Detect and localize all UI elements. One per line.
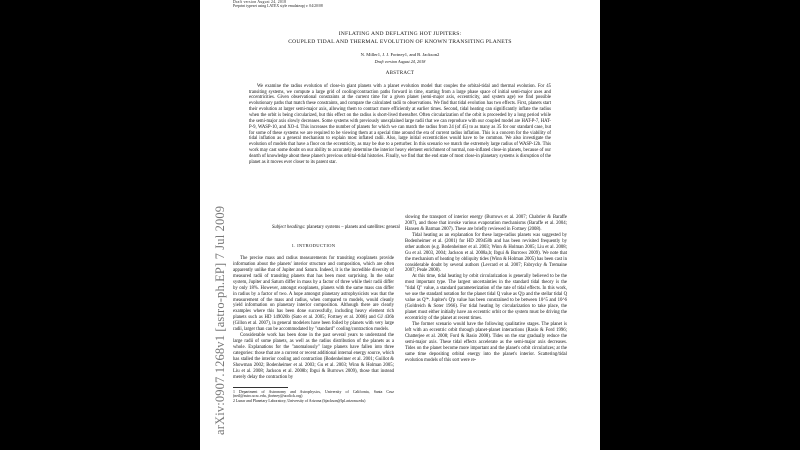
author-list: N. Miller1, J. J. Fortney1, and B. Jackson2 xyxy=(360,52,440,57)
abstract-heading: ABSTRACT xyxy=(385,71,415,76)
footnote-rule xyxy=(233,387,288,388)
page-header xyxy=(233,0,323,9)
left-column xyxy=(233,243,394,404)
right-paragraph-1: Tidal heating as an explanation for these large-radius planets was suggested by Bodenheimer et al. (2001) for HD 209458b and has been revisited frequently by other authors (e.g. Bodenheimer et al. 2003; Winn & Holman 2005; Liu et al. 2008; Gu et al. 2003, 2004; Jackson et al. 2008a,b; Ibgui & Burrows 2009). We note that the mechanism of heating by obliquity tides (Winn & Holman 2005) has been cast in considerable doubt by several authors (Levrard et al. 2007; Fabrycky & Tremaine 2007; Peale 2008). xyxy=(405,232,567,274)
section-heading-introduction: 1. INTRODUCTION xyxy=(291,243,336,248)
right-paragraph-2: At this time, tidal heating by orbit circularization is generally believed to be the most important type. The largest uncertainties in the standard tidal theory is the "tidal Q" value, a standard parameterization of the rate of tidal effects. In this work, we use the standard notation for the planet tidal Q value as Q'p and the stellar tidal Q value as Q'*. Jupiter's Q'p value has been constrained to be between 10^5 and 10^6 (Goldreich & Soter 1966). For tidal heating by circularization to take place, the planet must either initially have an eccentric orbit or the system must be driving the eccentricity of the planet at recent times. xyxy=(405,274,567,321)
draft-version-header: Draft version August 24, 2018 xyxy=(233,0,287,4)
draft-version-line: Draft version August 24, 2018 xyxy=(374,58,426,64)
right-paragraph-0: slowing the transport of interior energy (Burrows et al. 2007; Chabrier & Baraffe 2007), and those that invoke various evaporation mechanisms (Baraffe et al. 2004; Hansen & Barman 2007). These are briefly reviewed in Fortney (2008). xyxy=(405,215,567,232)
right-column xyxy=(405,215,567,363)
paper-page xyxy=(200,0,600,450)
right-letterbox xyxy=(600,0,800,450)
paper-title-line-1: INFLATING AND DEFLATING HOT JUPITERS: xyxy=(338,31,462,37)
arxiv-stamp: arXiv:0907.1268v1 [astro-ph.EP] 7 Jul 2009 xyxy=(213,205,227,435)
subject-headings xyxy=(272,225,400,230)
intro-paragraph-1: The precise mass and radius measurements for transiting exoplanets provide information about the planets' interior structure and composition, which are often apparently unlike that of Jupiter and Saturn. Indeed, it is the incredible diversity of measured radii of transiting planets that has been most surprising. In the solar system, Jupiter and Saturn differ in mass by a factor of three while their radii differ by only 18%. However, amongst exoplanets, planets with the same mass can differ in radius by a factor of two. A hope amongst planetary astrophysicists was that the measurement of the mass and radius, when compared to models, would cleanly yield information on planetary interior composition. Although there are clearly examples where this has been done successfully, including heavy element rich planets such as HD 149026b (Sato et al. 2005; Fortney et al. 2006) and GJ 436b (Gillon et al. 2007), in general modelers have been foiled by planets with very large radii, larger than can be accommodated by "standard" cooling/contraction models. xyxy=(233,255,394,333)
paper-title-line-2: COUPLED TIDAL AND THERMAL EVOLUTION OF KNOWN TRANSITING PLANETS xyxy=(288,38,512,45)
subject-headings-text: planetary systems – planets and satellites: general xyxy=(305,225,400,230)
abstract-text: We examine the radius evolution of close-in giant planets with a planet evolution model that couples the orbital-tidal and thermal evolution. For 45 transiting systems, we compute a large grid of cooling/contraction paths forward in time, starting from a large phase space of initial semi-major axes and eccentricities. Given observational constraints at the current time for a given planet (semi-major axis, eccentricity, and system age) we find possible evolutionary paths that match these constraints, and compare the calculated radii to observations. We find that tidal evolution has two effects. First, planets start their evolution at larger semi-major axis, allowing them to contract more efficiently at earlier times. Second, tidal heating can significantly inflate the radius when the orbit is being circularized, but this effect on the radius is short-lived thereafter. Often circularization of the orbit is proceeded by a long period while the semi-major axis slowly decreases. Some systems with previously unexplained large radii that we can reproduce with our coupled model are HAT-P-7, HAT-P-9, WASP-10, and XO-4. This increases the number of planets for which we can match the radius from 24 (of 45) to as many as 35 for our standard case, but for some of these systems we are required to be viewing them at a special time around the era of current radius inflation. This is a concern for the viability of tidal inflation as a general mechanism to explain most inflated radii. Also, large initial eccentricities would have to be common. We also investigate the evolution of models that have a floor on the eccentricity, as may be due to a perturber. In this scenario we match the extremely large radius of WASP-12b. This work may cast some doubt on our ability to accurately determine the interior heavy element enrichment of normal, non-inflated close-in planets, because of our dearth of knowledge about these planet's previous orbital-tidal histories. Finally, we find that the end state of most close-in planetary systems is disruption of the planet as it moves ever closer to its parent star. xyxy=(249,83,551,165)
footnote-2: 2 Lunar and Planetary Laboratory, University of Arizona (bjackson@lpl.arizona.edu) xyxy=(233,399,366,404)
preprint-note: Preprint typeset using LATEX style emulateapj v. 04/20/08 xyxy=(233,4,323,9)
footnote-1: 1 Department of Astronomy and Astrophysics, University of California, Santa Cruz (neil@astro.ucsc.edu, jfortney@ucolick.org) xyxy=(233,389,394,399)
intro-paragraph-2: Considerable work has been done in the past several years to understand the large radii of some planets, as well as the radius distribution of the planets as a whole. Explanations for the "anomalously" large planets have fallen into three categories: those that are a current or recent additional internal energy source, which has stalled the interior cooling and contraction (Bodenheimer et al. 2001; Guillot & Showman 2002; Bodenheimer et al. 2003; Gu et al. 2003; Winn & Holman 2005; Liu et al. 2008; Jackson et al. 2008b; Ibgui & Burrows 2009), those that instead merely delay the contraction by xyxy=(233,333,394,380)
subject-headings-label: Subject headings: xyxy=(272,225,306,230)
right-paragraph-3: The former scenario would have the following qualitative stages. The planet is left with an eccentric orbit through planet-planet interactions (Rasio & Ford 1996; Chatterjee et al. 2008; Ford & Rasio 2008). Tides on the star gradually reduce the semi-major axis. These tidal effects accelerate as the semi-major axis decreases. Tides on the planet become more important and the planet's orbit circularizes; at the same time depositing orbital energy into the planet's interior. Scattering/tidal evolution models of this sort were re- xyxy=(405,321,567,363)
left-letterbox xyxy=(0,0,200,450)
